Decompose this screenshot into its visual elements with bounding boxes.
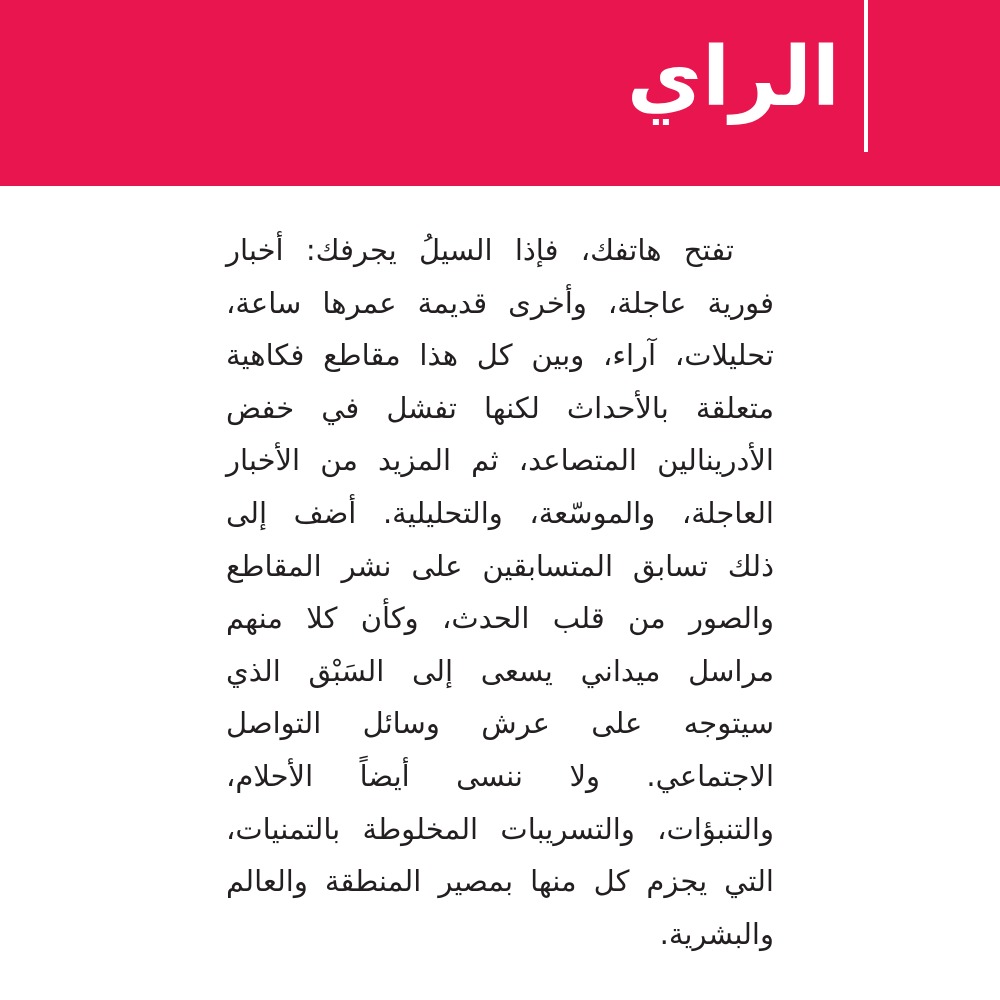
article-line: سيتوجه على عرش وسائل التواصل: [226, 706, 774, 741]
article-line: الاجتماعي. ولا ننسى أيضاً الأحلام،: [226, 758, 774, 793]
article-line: ذلك تسابق المتسابقين على نشر المقاطع: [226, 548, 774, 583]
site-logo[interactable]: الراي: [626, 30, 840, 125]
header-banner: [0, 0, 1000, 186]
article-body: [226, 224, 774, 960]
article-line: فورية عاجلة، وأخرى قديمة عمرها ساعة،: [226, 285, 774, 320]
article-line: والتنبؤات، والتسريبات المخلوطة بالتمنيات،: [226, 811, 774, 846]
header-divider: [864, 0, 868, 152]
article-line: التي يجزم كل منها بمصير المنطقة والعالم: [226, 864, 774, 899]
article-line: والبشرية.: [659, 916, 774, 951]
article-line: تفتح هاتفك، فإذا السيلُ يجرفك: أخبار: [226, 233, 734, 267]
article-line: تحليلات، آراء، وبين كل هذا مقاطع فكاهية: [226, 338, 774, 373]
article-line: متعلقة بالأحداث لكنها تفشل في خفض: [226, 390, 774, 425]
article-line: الأدرينالين المتصاعد، ثم المزيد من الأخبار: [226, 443, 774, 478]
article-line: العاجلة، والموسّعة، والتحليلية. أضف إلى: [226, 495, 774, 530]
article-line: والصور من قلب الحدث، وكأن كلا منهم: [226, 601, 774, 636]
article-line: مراسل ميداني يسعى إلى السَبْق الذي: [226, 653, 774, 688]
